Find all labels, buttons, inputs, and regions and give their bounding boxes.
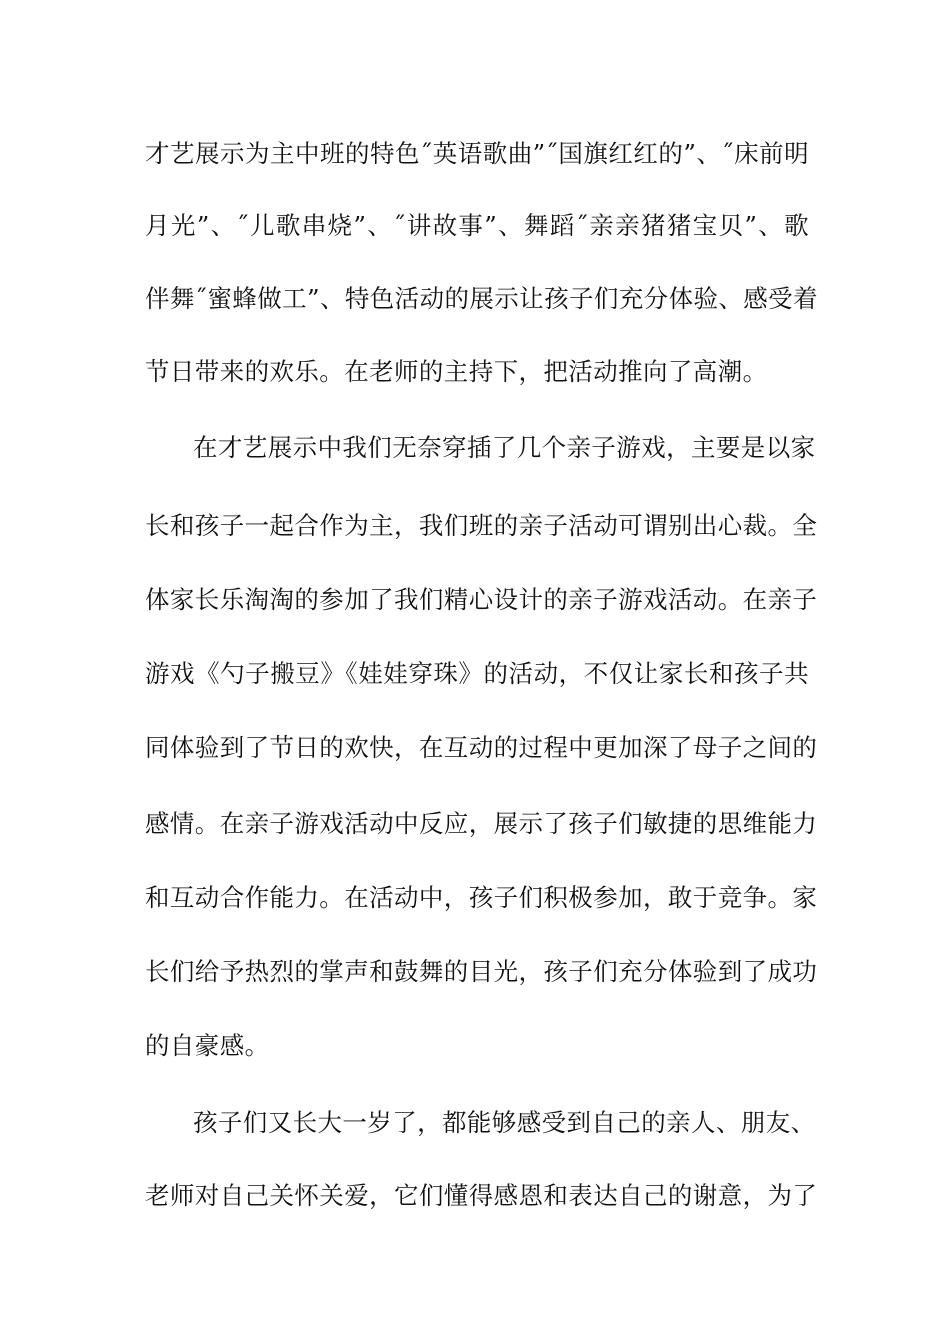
text-line: 老师对自己关怀关爱，它们懂得感恩和表达自己的谢意，为了 (145, 1181, 818, 1210)
text-line: 才艺展示为主中班的特色˝英语歌曲”˝国旗红红的”、˝床前明 (145, 139, 809, 168)
text-line: 的自豪感。 (145, 1031, 270, 1060)
text-line: 节日带来的欢乐。在老师的主持下，把活动推向了高潮。 (145, 357, 768, 386)
text-line: 在才艺展示中我们无奈穿插了几个亲子游戏，主要是以家 (193, 433, 816, 462)
text-line: 体家长乐淘淘的参加了我们精心设计的亲子游戏活动。在亲子 (145, 585, 818, 614)
text-line: 游戏《勺子搬豆》《娃娃穿珠》的活动，不仅让家长和孩子共 (145, 659, 809, 688)
text-line: 月光”、˝儿歌串烧”、˝讲故事”、舞蹈˝亲亲猪猪宝贝”、歌 (145, 211, 809, 240)
text-line: 长们给予热烈的掌声和鼓舞的目光，孩子们充分体验到了成功 (145, 957, 818, 986)
text-line: 和互动合作能力。在活动中，孩子们积极参加，敢于竞争。家 (145, 883, 818, 912)
text-line: 感情。在亲子游戏活动中反应，展示了孩子们敏捷的思维能力 (145, 809, 818, 838)
text-line: 同体验到了节日的欢快，在互动的过程中更加深了母子之间的 (145, 733, 818, 762)
text-line: 伴舞˝蜜蜂做工”、特色活动的展示让孩子们充分体验、感受着 (145, 284, 818, 313)
text-line: 长和孩子一起合作为主，我们班的亲子活动可谓别出心裁。全 (145, 511, 818, 540)
text-line: 孩子们又长大一岁了，都能够感受到自己的亲人、朋友、 (193, 1108, 816, 1137)
